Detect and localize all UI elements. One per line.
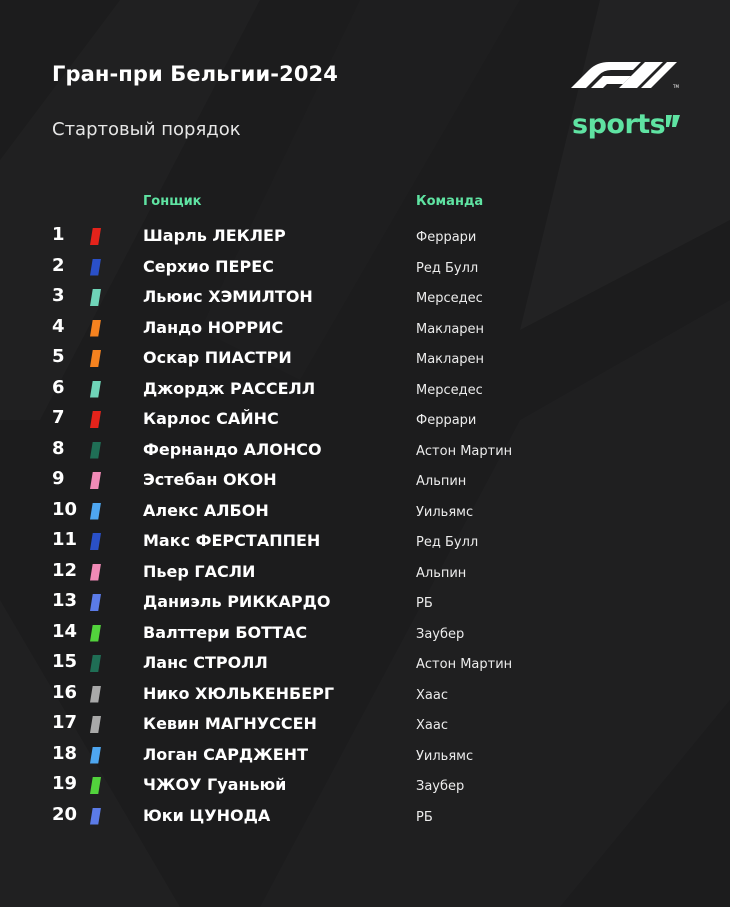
f1-logo-icon <box>571 58 681 88</box>
grid-row <box>0 283 730 314</box>
grid-row <box>0 344 730 375</box>
grid-row <box>0 771 730 802</box>
grid-position: 5 <box>52 346 65 367</box>
team-color-marker <box>90 686 101 703</box>
grid-row <box>0 497 730 528</box>
team-color-marker <box>90 777 101 794</box>
grid-position: 20 <box>52 803 78 825</box>
grid-position: 8 <box>52 437 65 459</box>
grid-position: 19 <box>52 773 78 794</box>
grid-row <box>0 588 730 619</box>
driver-name: ЧЖОУ Гуаньюй <box>143 775 287 794</box>
team-color-marker <box>90 747 101 764</box>
grid-row <box>0 619 730 650</box>
driver-name: Серхио ПЕРЕС <box>143 256 274 276</box>
team-color-marker <box>90 228 101 245</box>
grid-position: 14 <box>52 620 78 642</box>
grid-row <box>0 649 730 680</box>
team-name: Макларен <box>416 352 485 367</box>
grid-row <box>0 314 730 345</box>
grid-row <box>0 527 730 558</box>
grid-position: 15 <box>52 651 78 672</box>
grid-position: 3 <box>52 285 65 306</box>
team-color-marker <box>90 625 101 642</box>
driver-name: Нико ХЮЛЬКЕНБЕРГ <box>143 683 335 703</box>
grid-row <box>0 222 730 253</box>
team-color-marker <box>90 411 101 428</box>
grid-row <box>0 680 730 711</box>
driver-name: Ланс СТРОЛЛ <box>143 653 268 672</box>
team-name: Мерседес <box>416 291 483 306</box>
grid-row <box>0 802 730 833</box>
driver-name: Кевин МАГНУССЕН <box>143 714 317 733</box>
driver-name: Фернандо АЛОНСО <box>143 439 322 459</box>
team-name: Заубер <box>416 779 465 794</box>
team-name: Мерседес <box>416 382 483 398</box>
team-name: Макларен <box>416 321 485 337</box>
team-name: Заубер <box>416 626 465 642</box>
team-name: Астон Мартин <box>416 657 513 672</box>
team-column-header: Команда <box>416 194 484 209</box>
team-color-marker <box>90 716 101 733</box>
grid-row <box>0 405 730 436</box>
team-color-marker <box>90 442 101 459</box>
team-color-marker <box>90 350 101 367</box>
grid-position: 11 <box>52 529 78 550</box>
grid-position: 1 <box>52 224 65 245</box>
team-color-marker <box>90 320 101 337</box>
team-color-marker <box>90 655 101 672</box>
team-name: Альпин <box>416 565 467 581</box>
grid-position: 16 <box>52 681 78 703</box>
grid-position: 17 <box>52 712 78 733</box>
grid-position: 4 <box>52 315 65 337</box>
grid-position: 9 <box>52 468 65 489</box>
driver-name: Эстебан ОКОН <box>143 470 277 489</box>
grid-row <box>0 558 730 589</box>
grid-position: 18 <box>52 742 78 764</box>
driver-name: Шарль ЛЕКЛЕР <box>143 226 286 245</box>
team-name: Ред Булл <box>416 535 479 550</box>
team-color-marker <box>90 503 101 520</box>
driver-name: Ландо НОРРИС <box>143 317 284 337</box>
team-name: Астон Мартин <box>416 443 513 459</box>
grid-position: 7 <box>52 407 65 428</box>
driver-name: Оскар ПИАСТРИ <box>143 348 292 367</box>
starting-grid-list <box>0 222 730 832</box>
driver-name: Карлос САЙНС <box>143 409 279 428</box>
team-color-marker <box>90 381 101 398</box>
grid-position: 6 <box>52 376 65 398</box>
team-color-marker <box>90 594 101 611</box>
grid-row <box>0 436 730 467</box>
grid-row <box>0 253 730 284</box>
grid-position: 12 <box>52 559 78 581</box>
driver-name: Даниэль РИККАРДО <box>143 592 331 611</box>
driver-column-header: Гонщик <box>143 194 202 209</box>
page-title: Гран-при Бельгии-2024 <box>52 62 338 86</box>
team-name: РБ <box>416 596 433 611</box>
team-name: Феррари <box>416 230 477 245</box>
team-name: Уильямс <box>416 748 474 764</box>
team-color-marker <box>90 472 101 489</box>
svg-text:TM: TM <box>673 84 679 88</box>
team-name: Хаас <box>416 687 448 703</box>
grid-position: 13 <box>52 590 78 611</box>
sports-logo-text: sports <box>572 109 666 140</box>
sports-mark-icon <box>666 115 680 127</box>
grid-position: 10 <box>52 498 78 520</box>
team-name: Хаас <box>416 718 448 733</box>
grid-row <box>0 710 730 741</box>
grid-row <box>0 741 730 772</box>
driver-name: Льюис ХЭМИЛТОН <box>143 287 313 306</box>
driver-name: Макс ФЕРСТАППЕН <box>143 531 321 550</box>
team-name: Альпин <box>416 474 467 489</box>
team-name: Уильямс <box>416 504 474 520</box>
team-name: РБ <box>416 809 433 825</box>
team-color-marker <box>90 564 101 581</box>
sports-logo <box>572 109 680 140</box>
grid-position: 2 <box>52 254 65 276</box>
driver-name: Логан САРДЖЕНТ <box>143 744 308 764</box>
page-subtitle: Стартовый порядок <box>52 119 241 140</box>
grid-row <box>0 375 730 406</box>
driver-name: Юки ЦУНОДА <box>143 805 271 825</box>
driver-name: Валттери БОТТАС <box>143 622 308 642</box>
team-name: Ред Булл <box>416 260 479 276</box>
driver-name: Алекс АЛБОН <box>143 500 269 520</box>
grid-row <box>0 466 730 497</box>
team-color-marker <box>90 808 101 825</box>
team-color-marker <box>90 289 101 306</box>
team-color-marker <box>90 259 101 276</box>
driver-name: Джордж РАССЕЛЛ <box>143 378 316 398</box>
team-name: Феррари <box>416 413 477 428</box>
team-color-marker <box>90 533 101 550</box>
driver-name: Пьер ГАСЛИ <box>143 561 256 581</box>
